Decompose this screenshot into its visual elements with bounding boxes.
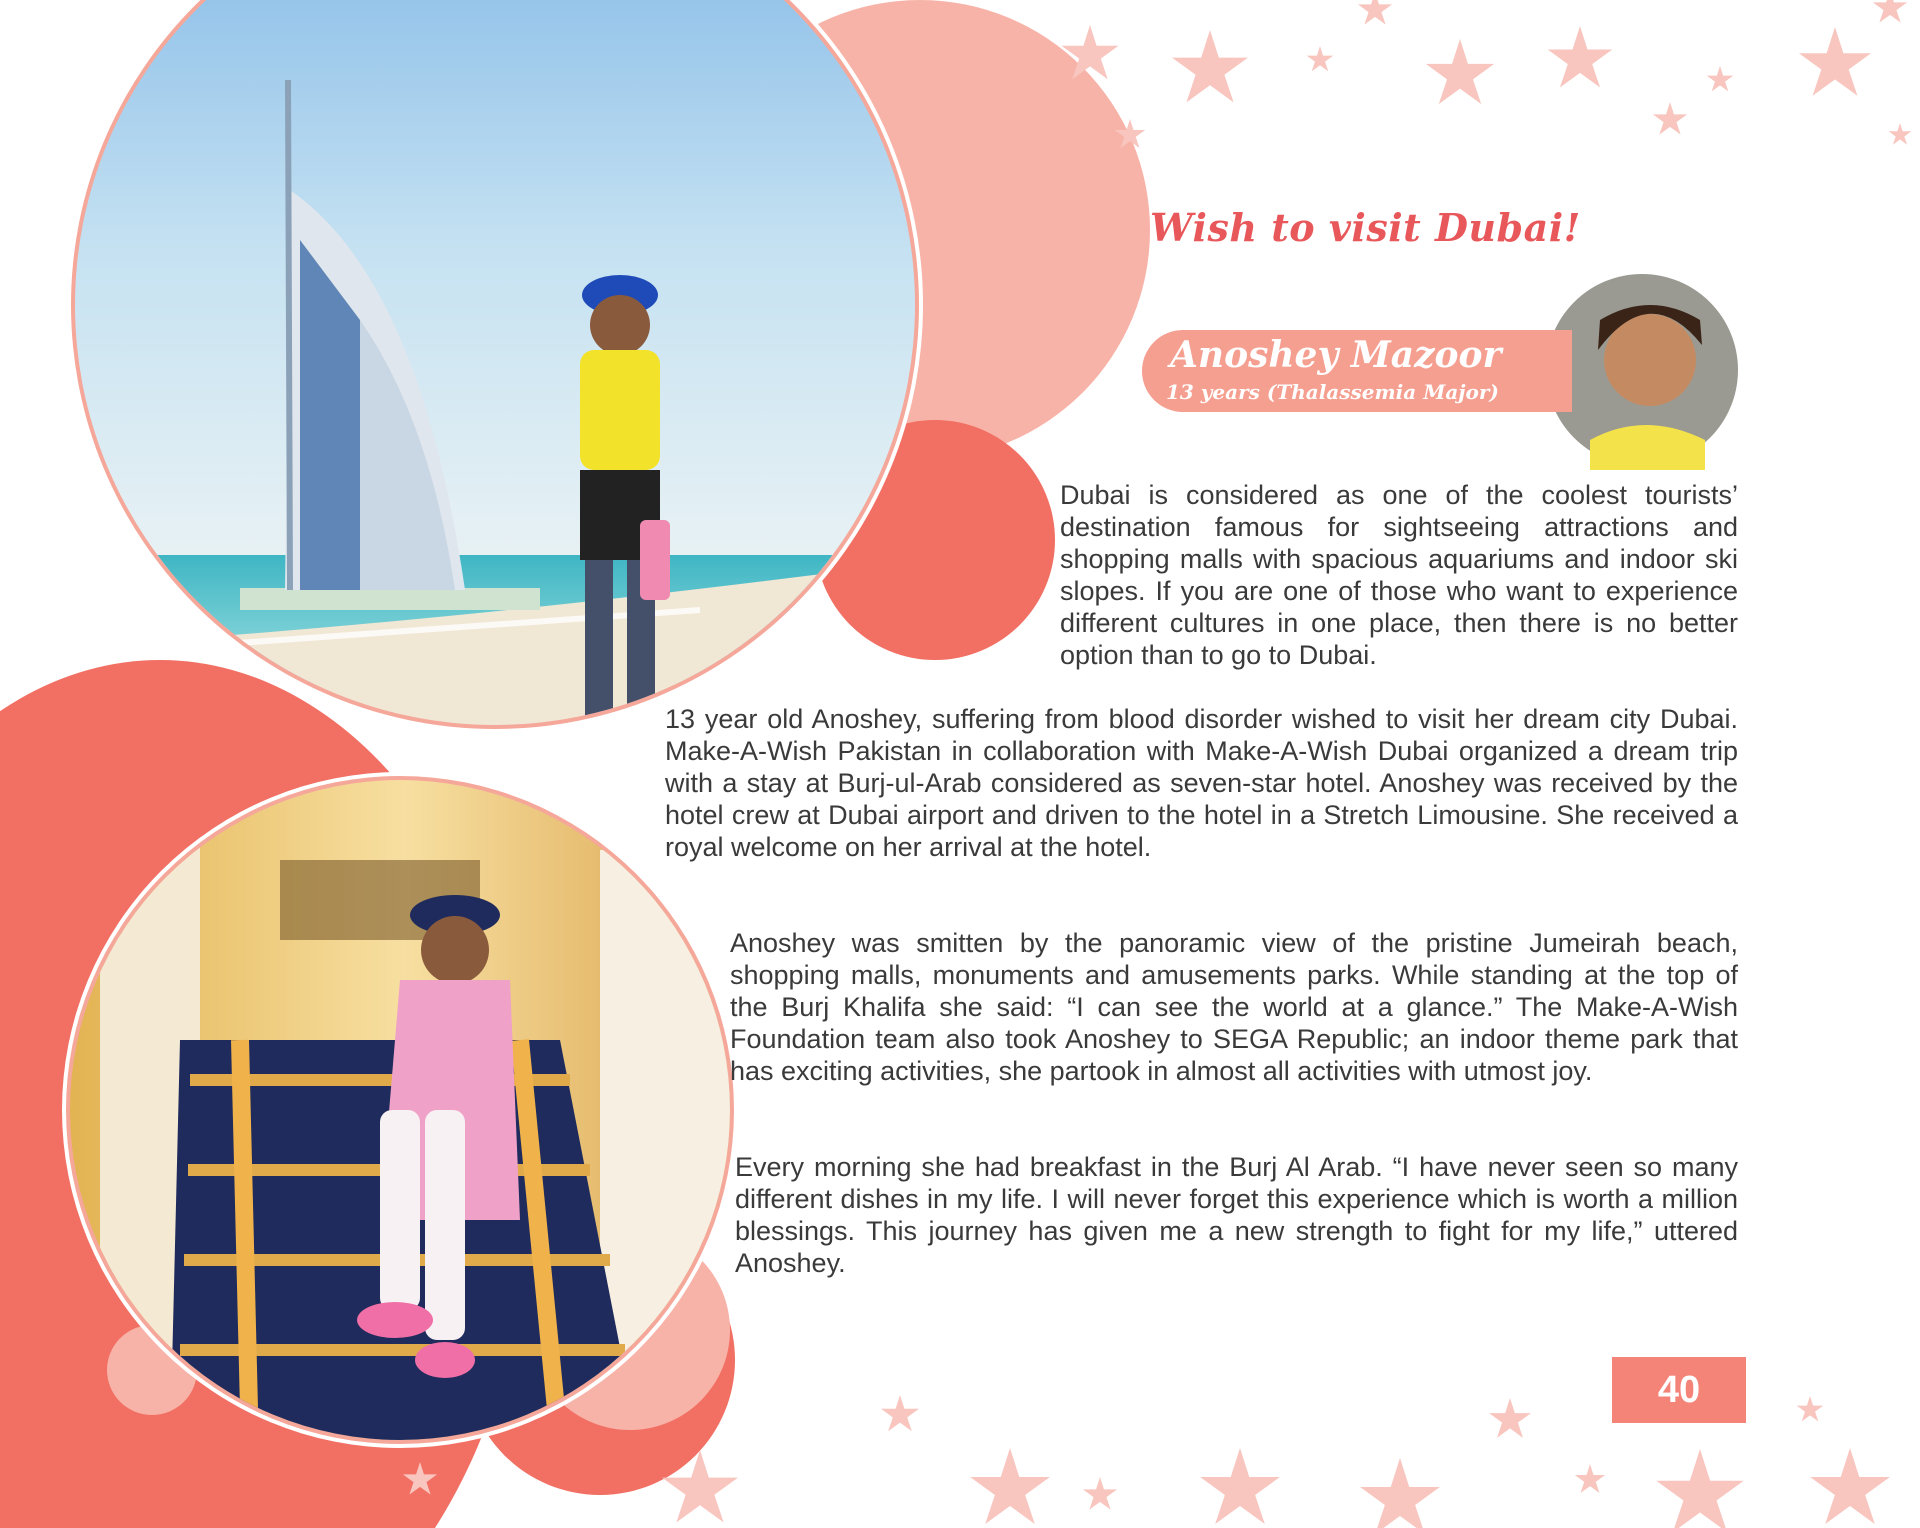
island — [240, 588, 540, 610]
paragraph-sightseeing: Anoshey was smitten by the panoramic view of the pristine Jumeirah beach, shopping malls, monuments and amusements parks. While standing at the top of the Burj Khalifa she said: “I can see the world at a glance.” The Make-A-Wish Foundation team also took Anoshey to SEGA Republic; an indoor theme park that has exciting activities, she partook in almost all activities with utmost joy. — [730, 928, 1738, 1086]
paragraph-intro: Dubai is considered as one of the coolest tourists’ destination famous for sightseeing attractions and shopping malls with spacious aquariums and indoor ski slopes. If you are one of those who want to experience different cultures in one place, then there is no better option than to go to Dubai. — [1060, 480, 1738, 670]
child-name: Anoshey Mazoor — [1170, 334, 1502, 376]
child-age-condition: 13 years (Thalassemia Major) — [1166, 380, 1499, 404]
portrait-photo — [1542, 270, 1742, 470]
beach-photo — [0, 0, 930, 750]
page-number: 40 — [1612, 1357, 1746, 1423]
page-title: Wish to visit Dubai! — [1150, 205, 1581, 250]
paragraph-breakfast: Every morning she had breakfast in the Burj Al Arab. “I have never seen so many different dishes in my life. I will never forget this experience which is worth a million blessings. This journey has given me a new strength to fight for my life,” uttered Anoshey. — [735, 1152, 1738, 1278]
paragraph-wish: 13 year old Anoshey, suffering from blood disorder wished to visit her dream city Dubai. Make-A-Wish Pakistan in collaboration with Make-A-Wish Dubai organized a dream trip with a stay at Burj-ul-Arab considered as seven-star hotel. Anoshey was received by the hotel crew at Dubai airport and driven to the hotel in a Stretch Limousine. She received a royal welcome on her arrival at the hotel. — [665, 704, 1738, 862]
